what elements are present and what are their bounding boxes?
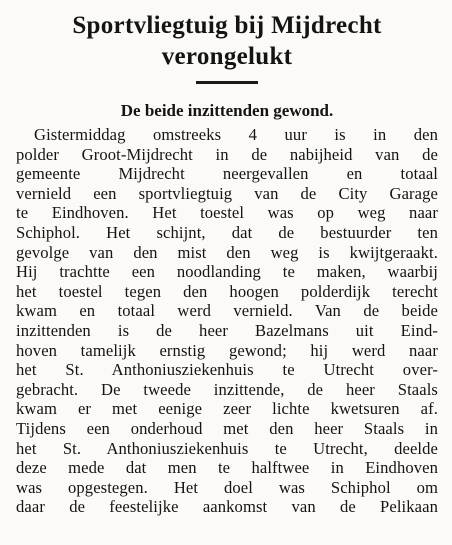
body-line: vernield een sportvliegtuig van de City Garage [16, 183, 438, 203]
body-line: het St. Anthoniusziekenhuis te Utrecht over- [16, 360, 438, 380]
body-line: kwam en totaal werd vernield. Van de beide [16, 301, 438, 321]
body-line: kwam er met eenige zeer lichte kwetsuren af. [16, 399, 438, 419]
body-line: gebracht. De tweede inzittende, de heer Staals [16, 379, 438, 399]
body-line: Tijdens een onderhoud met den heer Staals in [16, 418, 438, 438]
article-body [16, 125, 438, 517]
body-line: inzittenden is de heer Bazelmans uit Eind- [16, 320, 438, 340]
body-line: te Eindhoven. Het toestel was op weg naar [16, 203, 438, 223]
headline-divider [196, 81, 258, 84]
body-line: Hij trachtte een noodlanding te maken, waarbij [16, 262, 438, 282]
body-line: hoven tamelijk ernstig gewond; hij werd naar [16, 340, 438, 360]
body-line: deze mede dat men te halftwee in Eindhoven [16, 458, 438, 478]
headline-line-1: Sportvliegtuig bij Mijdrecht [72, 12, 382, 39]
headline [16, 10, 438, 72]
body-line: polder Groot-Mijdrecht in de nabijheid van de [16, 144, 438, 164]
body-line: Schiphol. Het schijnt, dat de bestuurder ten [16, 222, 438, 242]
body-line: Gistermiddag omstreeks 4 uur is in den [34, 125, 438, 144]
body-line: het toestel tegen den hoogen polderdijk terecht [16, 281, 438, 301]
body-line: was opgestegen. Het doel was Schiphol om [16, 477, 438, 497]
body-line: gemeente Mijdrecht neergevallen en totaal [16, 164, 438, 184]
body-line: gevolge van den mist den weg is kwijtgeraakt. [16, 242, 438, 262]
subheadline: De beide inzittenden gewond. [120, 101, 334, 120]
body-line: het St. Anthoniusziekenhuis te Utrecht, deelde [16, 438, 438, 458]
body-line: daar de feestelijke aankomst van de Pelikaan [16, 497, 438, 517]
headline-line-2: verongelukt [161, 43, 293, 70]
